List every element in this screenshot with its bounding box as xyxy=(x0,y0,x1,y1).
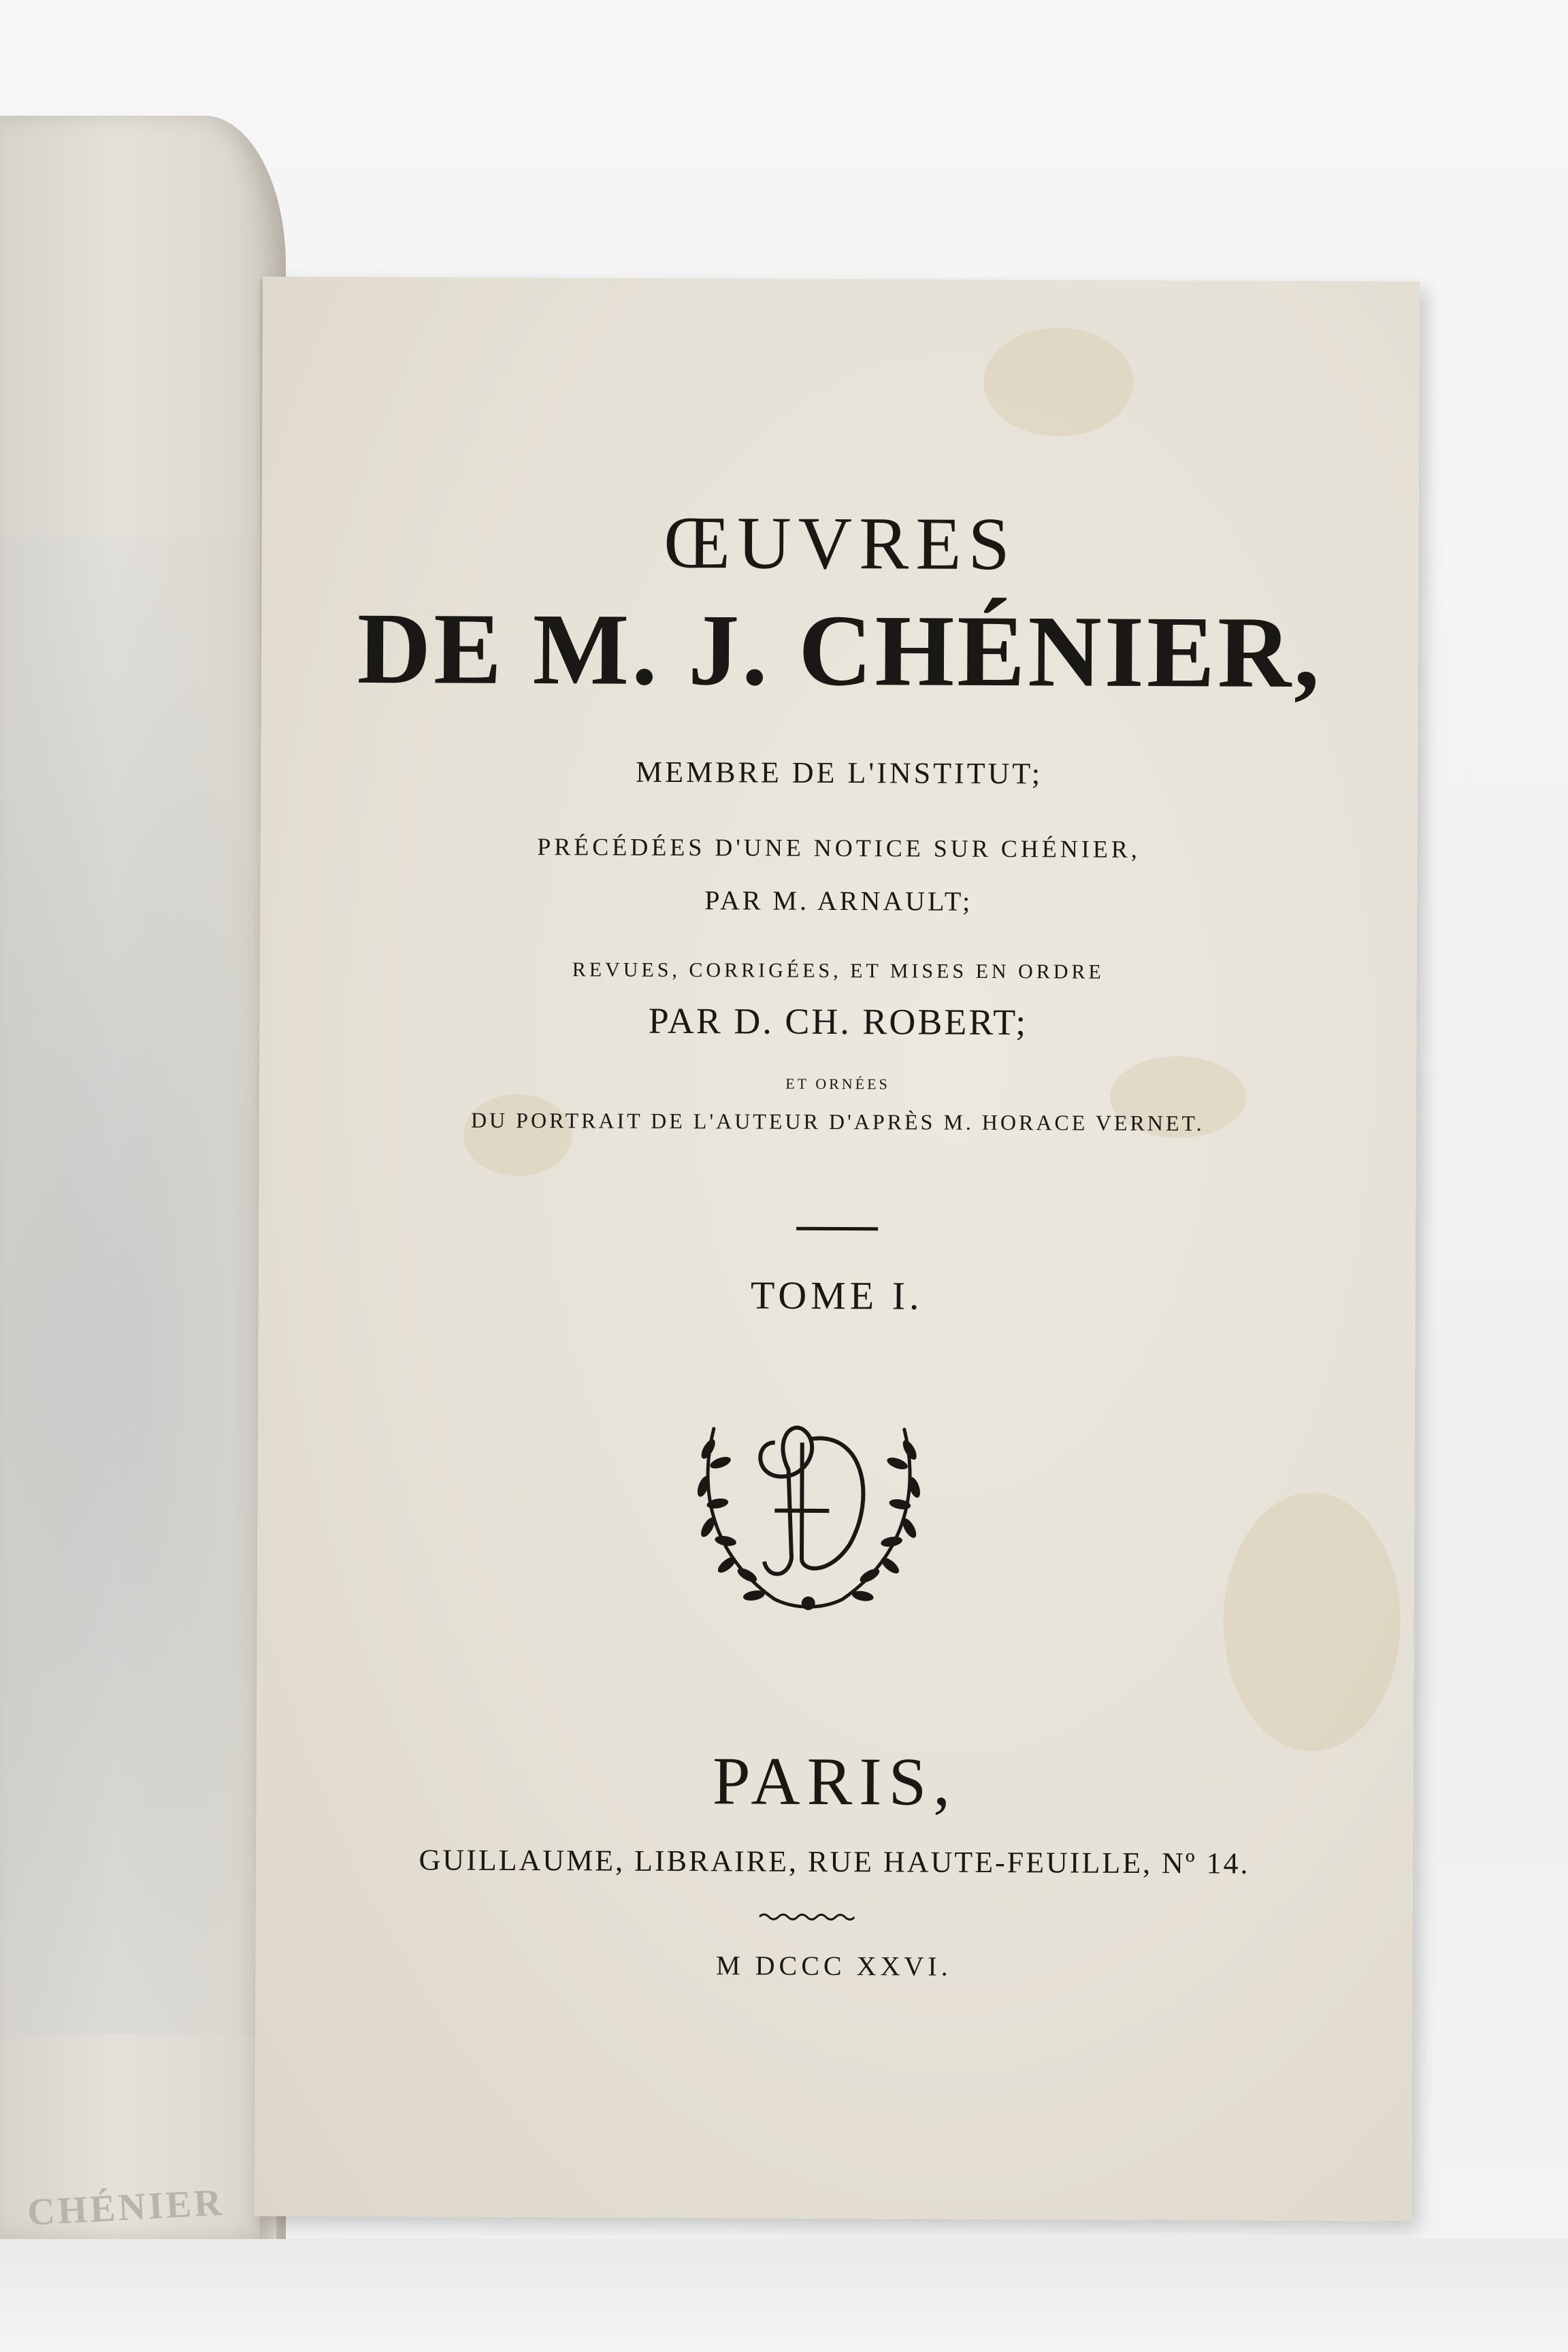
title-page xyxy=(255,276,1420,2221)
imprint-city: PARIS, xyxy=(712,1743,958,1820)
spine-label: CHÉNIER xyxy=(26,2181,225,2234)
volume-label: TOME I. xyxy=(750,1273,924,1318)
imprint-publisher: GUILLAUME, LIBRAIRE, RUE HAUTE-FEUILLE, Nº 14. xyxy=(419,1843,1250,1880)
author-affiliation: MEMBRE DE L'INSTITUT; xyxy=(635,755,1043,791)
editor-name: PAR D. CH. ROBERT; xyxy=(648,1000,1028,1043)
foxing-stain xyxy=(983,327,1134,437)
left-book-leaf xyxy=(0,116,286,2239)
notice-author: PAR M. ARNAULT; xyxy=(704,885,973,917)
imprint-date: M DCCC XXVI. xyxy=(716,1950,952,1982)
laurel-wreath-monogram-icon xyxy=(672,1401,945,1627)
notice-line: PRÉCÉDÉES D'UNE NOTICE SUR CHÉNIER, xyxy=(537,833,1141,863)
title-line-oeuvres: ŒUVRES xyxy=(664,500,1017,586)
ornees-line: ET ORNÉES xyxy=(785,1075,890,1093)
divider-rule xyxy=(796,1227,878,1231)
portrait-line: DU PORTRAIT DE L'AUTEUR D'APRÈS M. HORACE VERNET. xyxy=(470,1107,1205,1136)
frontispiece-bleedthrough xyxy=(0,538,286,2035)
foxing-stain xyxy=(1223,1492,1401,1751)
foxing-stain xyxy=(463,1094,572,1177)
ornamental-rule xyxy=(760,1912,855,1923)
title-line-author: DE M. J. CHÉNIER, xyxy=(357,591,1323,710)
editing-line: REVUES, CORRIGÉES, ET MISES EN ORDRE xyxy=(572,958,1105,983)
shelf-surface xyxy=(0,2239,1568,2352)
